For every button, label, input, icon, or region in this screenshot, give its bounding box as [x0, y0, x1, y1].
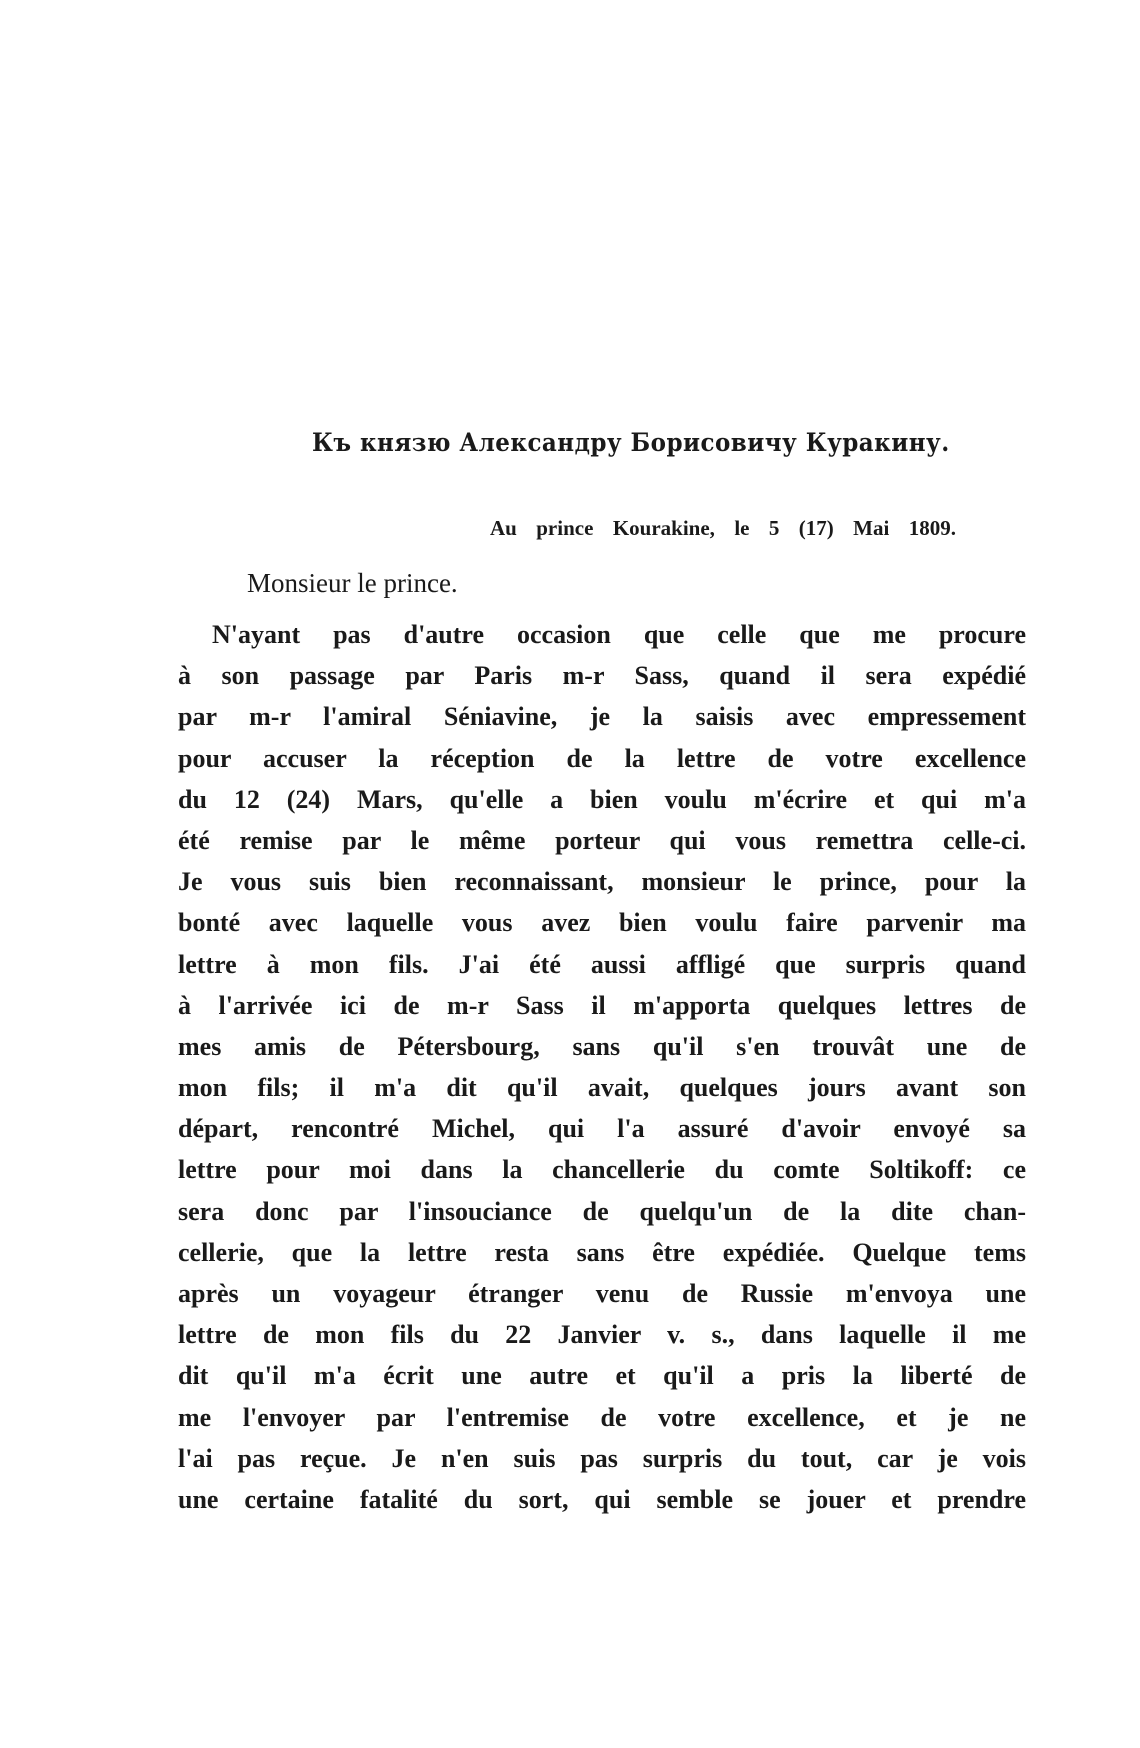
- text-line: sera donc par l'insouciance de quelqu'un de la dite chan-: [178, 1196, 1026, 1226]
- text-line: lettre de mon fils du 22 Janvier v. s., dans laquelle il me: [178, 1320, 1026, 1350]
- text-line: l'ai pas reçue. Je n'en suis pas surpris du tout, car je vois: [178, 1443, 1026, 1473]
- text-line: cellerie, que la lettre resta sans être expédiée. Quelque tems: [178, 1237, 1026, 1267]
- text-line: lettre à mon fils. J'ai été aussi affligé que surpris quand: [178, 949, 1026, 979]
- text-line: mon fils; il m'a dit qu'il avait, quelques jours avant son: [178, 1073, 1026, 1103]
- text-line: mes amis de Pétersbourg, sans qu'il s'en trouvât une de: [178, 1031, 1026, 1061]
- text-line: après un voyageur étranger venu de Russie m'envoya une: [178, 1279, 1026, 1308]
- text-line: à son passage par Paris m-r Sass, quand il sera expédié: [178, 661, 1026, 691]
- letter-heading: Къ князю Александру Борисовичу Куракину.: [312, 428, 950, 457]
- text-line: dit qu'il m'a écrit une autre et qu'il a pris la liberté de: [178, 1361, 1026, 1391]
- text-line: été remise par le même porteur qui vous remettra celle-ci.: [178, 825, 1026, 855]
- dateline: Au prince Kourakine, le 5 (17) Mai 1809.: [490, 516, 956, 540]
- salutation: Monsieur le prince.: [247, 568, 458, 598]
- text-line: pour accuser la réception de la lettre de votre excellence: [178, 743, 1026, 773]
- text-line: me l'envoyer par l'entremise de votre excellence, et je ne: [178, 1402, 1026, 1432]
- text-line: à l'arrivée ici de m-r Sass il m'apporta quelques lettres de: [178, 990, 1026, 1020]
- text-line: départ, rencontré Michel, qui l'a assuré d'avoir envoyé sa: [178, 1114, 1026, 1144]
- text-line: une certaine fatalité du sort, qui semble se jouer et prendre: [178, 1484, 1026, 1514]
- text-line: Je vous suis bien reconnaissant, monsieur le prince, pour la: [178, 867, 1026, 897]
- text-line: bonté avec laquelle vous avez bien voulu faire parvenir ma: [178, 908, 1026, 938]
- text-line: du 12 (24) Mars, qu'elle a bien voulu m'écrire et qui m'a: [178, 784, 1026, 814]
- text-line: N'ayant pas d'autre occasion que celle que me procure: [212, 620, 1026, 649]
- text-line: lettre pour moi dans la chancellerie du comte Soltikoff: ce: [178, 1155, 1026, 1185]
- letter-body: [178, 614, 1026, 1520]
- text-line: par m-r l'amiral Séniavine, je la saisis avec empressement: [178, 702, 1026, 732]
